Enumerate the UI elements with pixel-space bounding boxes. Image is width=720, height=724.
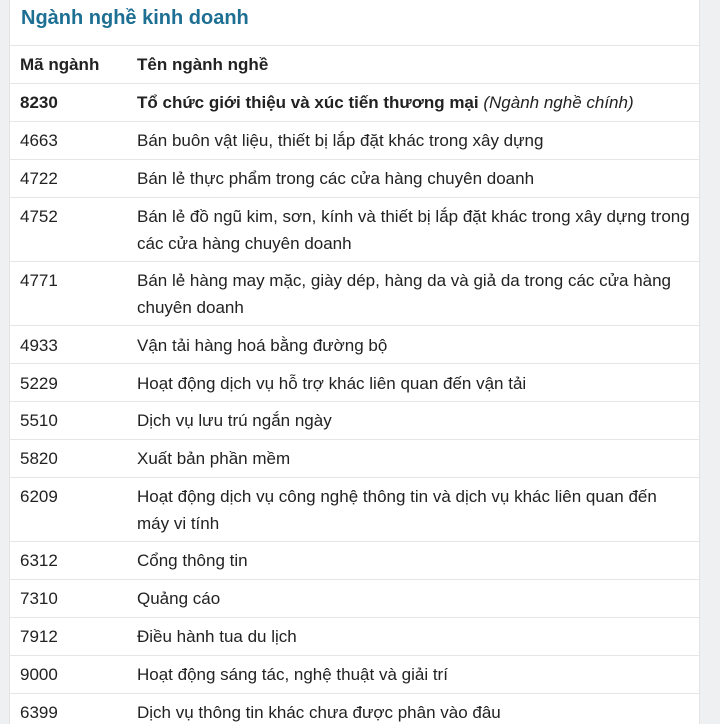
row-name: Điều hành tua du lịch: [137, 627, 297, 646]
row-code: 6312: [20, 551, 58, 570]
row-code: 5820: [20, 449, 58, 468]
row-name: Dịch vụ lưu trú ngắn ngày: [137, 411, 332, 430]
row-name: Vận tải hàng hoá bằng đường bộ: [137, 336, 388, 355]
primary-note: (Ngành nghề chính): [483, 93, 634, 112]
business-lines-panel: [9, 0, 700, 724]
row-code: 4771: [20, 271, 58, 290]
row-code: 4933: [20, 336, 58, 355]
row-code: 4722: [20, 169, 58, 188]
table-row: [10, 580, 699, 618]
row-name: Cổng thông tin: [137, 551, 248, 570]
row-code: 7310: [20, 589, 58, 608]
row-name: Hoạt động dịch vụ hỗ trợ khác liên quan đến vận tải: [137, 374, 527, 393]
header-code: Mã ngành: [20, 55, 100, 74]
row-name: Quảng cáo: [137, 589, 221, 608]
row-code: 4663: [20, 131, 58, 150]
header-name: Tên ngành nghề: [137, 55, 269, 74]
table-row: [10, 198, 699, 262]
row-name: Dịch vụ thông tin khác chưa được phân vào đâu: [137, 703, 501, 722]
section-title: Ngành nghề kinh doanh: [21, 7, 249, 29]
row-code: 5229: [20, 374, 58, 393]
table-row: [10, 122, 699, 160]
row-code: 5510: [20, 411, 58, 430]
table-row: [10, 326, 699, 364]
business-lines-table: [10, 45, 699, 724]
row-code: 6399: [20, 703, 58, 722]
primary-name: Tổ chức giới thiệu và xúc tiến thương mại: [137, 93, 479, 112]
primary-code: 8230: [20, 93, 58, 112]
row-name: Hoạt động dịch vụ công nghệ thông tin và dịch vụ khác liên quan đến máy vi tính: [137, 487, 657, 533]
table-row: [10, 402, 699, 440]
row-name: Bán lẻ thực phẩm trong các cửa hàng chuyên doanh: [137, 169, 535, 188]
row-code: 6209: [20, 487, 58, 506]
table-row: [10, 440, 699, 478]
row-name: Bán lẻ hàng may mặc, giày dép, hàng da và giả da trong các cửa hàng chuyên doanh: [137, 271, 672, 317]
table-row: [10, 542, 699, 580]
row-name: Bán buôn vật liệu, thiết bị lắp đặt khác trong xây dựng: [137, 131, 544, 150]
row-code: 7912: [20, 627, 58, 646]
table-header-row: [10, 46, 699, 84]
table-row: [10, 618, 699, 656]
table-row: [10, 694, 699, 724]
table-row: [10, 478, 699, 542]
table-row: [10, 160, 699, 198]
primary-name-cell: [137, 89, 699, 121]
row-code: 4752: [20, 207, 58, 226]
table-row-primary: [10, 84, 699, 122]
table-row: [10, 262, 699, 326]
table-row: [10, 656, 699, 694]
row-name: Xuất bản phần mềm: [137, 449, 291, 468]
row-name: Bán lẻ đồ ngũ kim, sơn, kính và thiết bị lắp đặt khác trong xây dựng trong các cửa hàng chuyên doanh: [137, 207, 690, 253]
table-body: [10, 122, 699, 724]
row-name: Hoạt động sáng tác, nghệ thuật và giải trí: [137, 665, 448, 684]
table-row: [10, 364, 699, 402]
row-code: 9000: [20, 665, 58, 684]
